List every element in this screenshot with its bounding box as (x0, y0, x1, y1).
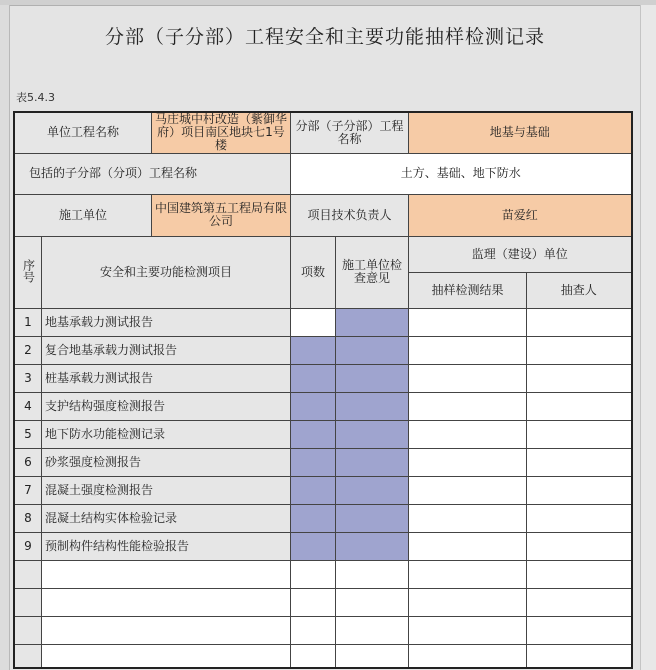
row-no: 9 (14, 532, 42, 560)
table-row (14, 532, 632, 560)
row-item-name: 复合地基承载力测试报告 (42, 336, 291, 364)
included-projects-label: 包括的子分部（分项）工程名称 (14, 153, 291, 194)
empty-cell[interactable] (291, 616, 336, 644)
row-item-name: 地基承载力测试报告 (42, 308, 291, 336)
row-no: 3 (14, 364, 42, 392)
form-title: 分部（子分部）工程安全和主要功能抽样检测记录 (104, 26, 545, 48)
empty-cell[interactable] (14, 560, 42, 588)
empty-row (14, 588, 632, 616)
empty-cell[interactable] (527, 616, 632, 644)
table-row (14, 420, 632, 448)
row-opinion-cell[interactable] (336, 364, 409, 392)
row-no: 8 (14, 504, 42, 532)
empty-cell[interactable] (409, 616, 527, 644)
row-count-cell[interactable] (291, 532, 336, 560)
row-count-cell[interactable] (291, 364, 336, 392)
empty-cell[interactable] (409, 588, 527, 616)
row-item-name: 砂浆强度检测报告 (42, 448, 291, 476)
empty-cell[interactable] (42, 588, 291, 616)
empty-cell[interactable] (336, 588, 409, 616)
table-row (14, 504, 632, 532)
row-opinion-cell[interactable] (336, 308, 409, 336)
row-inspector-cell[interactable] (527, 392, 632, 420)
row-opinion-cell[interactable] (336, 476, 409, 504)
sub-project-label: 分部（子分部）工程名称 (291, 112, 409, 153)
row-count-cell[interactable] (291, 308, 336, 336)
row-sample-result-cell[interactable] (409, 504, 527, 532)
row-opinion-cell[interactable] (336, 448, 409, 476)
row-opinion-cell[interactable] (336, 532, 409, 560)
row-count-cell[interactable] (291, 392, 336, 420)
empty-cell[interactable] (409, 560, 527, 588)
table-row (14, 336, 632, 364)
empty-cell[interactable] (527, 588, 632, 616)
empty-cell[interactable] (527, 560, 632, 588)
row-item-name: 桩基承载力测试报告 (42, 364, 291, 392)
empty-cell[interactable] (336, 616, 409, 644)
empty-row (14, 616, 632, 644)
table-row (14, 476, 632, 504)
empty-cell[interactable] (409, 644, 527, 668)
col-sample-result-header: 抽样检测结果 (409, 272, 527, 308)
row-sample-result-cell[interactable] (409, 476, 527, 504)
row-header-column (0, 5, 10, 670)
row-inspector-cell[interactable] (527, 308, 632, 336)
row-count-cell[interactable] (291, 448, 336, 476)
row-opinion-cell[interactable] (336, 336, 409, 364)
row-sample-result-cell[interactable] (409, 308, 527, 336)
row-inspector-cell[interactable] (527, 476, 632, 504)
row-item-name: 混凝土结构实体检验记录 (42, 504, 291, 532)
row-count-cell[interactable] (291, 504, 336, 532)
row-sample-result-cell[interactable] (409, 532, 527, 560)
row-inspector-cell[interactable] (527, 364, 632, 392)
empty-row (14, 644, 632, 668)
empty-cell[interactable] (336, 644, 409, 668)
row-opinion-cell[interactable] (336, 420, 409, 448)
tech-lead-label: 项目技术负责人 (291, 194, 409, 236)
unit-project-label: 单位工程名称 (14, 112, 152, 153)
empty-cell[interactable] (42, 644, 291, 668)
row-item-name: 地下防水功能检测记录 (42, 420, 291, 448)
empty-cell[interactable] (42, 616, 291, 644)
table-row (14, 364, 632, 392)
row-no: 1 (14, 308, 42, 336)
empty-cell[interactable] (291, 644, 336, 668)
table-row (14, 308, 632, 336)
tech-lead-value[interactable]: 苗爱红 (409, 194, 632, 236)
row-count-cell[interactable] (291, 420, 336, 448)
empty-cell[interactable] (291, 560, 336, 588)
row-item-name: 混凝土强度检测报告 (42, 476, 291, 504)
col-inspector-header: 抽查人 (527, 272, 632, 308)
form-code: 表5.4.3 (16, 91, 55, 104)
col-supervision-header: 监理（建设）单位 (409, 236, 632, 272)
col-opinion-header: 施工单位检查意见 (336, 236, 409, 308)
row-no: 7 (14, 476, 42, 504)
row-no: 5 (14, 420, 42, 448)
empty-row (14, 560, 632, 588)
row-no: 6 (14, 448, 42, 476)
row-opinion-cell[interactable] (336, 392, 409, 420)
table-row (14, 448, 632, 476)
row-item-name: 预制构件结构性能检验报告 (42, 532, 291, 560)
row-inspector-cell[interactable] (527, 448, 632, 476)
empty-cell[interactable] (14, 616, 42, 644)
unit-project-value[interactable]: 马庄城中村改造（紫御华府）项目南区地块七1号楼 (152, 112, 291, 153)
col-seq-header: 序号 (14, 236, 42, 308)
row-inspector-cell[interactable] (527, 336, 632, 364)
row-sample-result-cell[interactable] (409, 364, 527, 392)
row-count-cell[interactable] (291, 476, 336, 504)
construction-unit-value[interactable]: 中国建筑第五工程局有限公司 (152, 194, 291, 236)
row-sample-result-cell[interactable] (409, 448, 527, 476)
inspection-table (13, 111, 633, 669)
empty-cell[interactable] (42, 560, 291, 588)
sheet-top-strip (0, 0, 656, 6)
sub-project-value[interactable]: 地基与基础 (409, 112, 632, 153)
row-inspector-cell[interactable] (527, 420, 632, 448)
row-count-cell[interactable] (291, 336, 336, 364)
row-sample-result-cell[interactable] (409, 420, 527, 448)
row-opinion-cell[interactable] (336, 504, 409, 532)
col-item-header: 安全和主要功能检测项目 (42, 236, 291, 308)
row-item-name: 支护结构强度检测报告 (42, 392, 291, 420)
empty-cell[interactable] (14, 588, 42, 616)
row-no: 2 (14, 336, 42, 364)
row-sample-result-cell[interactable] (409, 392, 527, 420)
row-no: 4 (14, 392, 42, 420)
empty-cell[interactable] (336, 560, 409, 588)
row-sample-result-cell[interactable] (409, 336, 527, 364)
included-projects-value[interactable]: 土方、基础、地下防水 (291, 153, 632, 194)
col-count-header: 项数 (291, 236, 336, 308)
empty-cell[interactable] (14, 644, 42, 668)
construction-unit-label: 施工单位 (14, 194, 152, 236)
empty-cell[interactable] (527, 644, 632, 668)
empty-cell[interactable] (291, 588, 336, 616)
row-inspector-cell[interactable] (527, 532, 632, 560)
row-inspector-cell[interactable] (527, 504, 632, 532)
vertical-scrollbar[interactable] (640, 5, 656, 670)
table-row (14, 392, 632, 420)
